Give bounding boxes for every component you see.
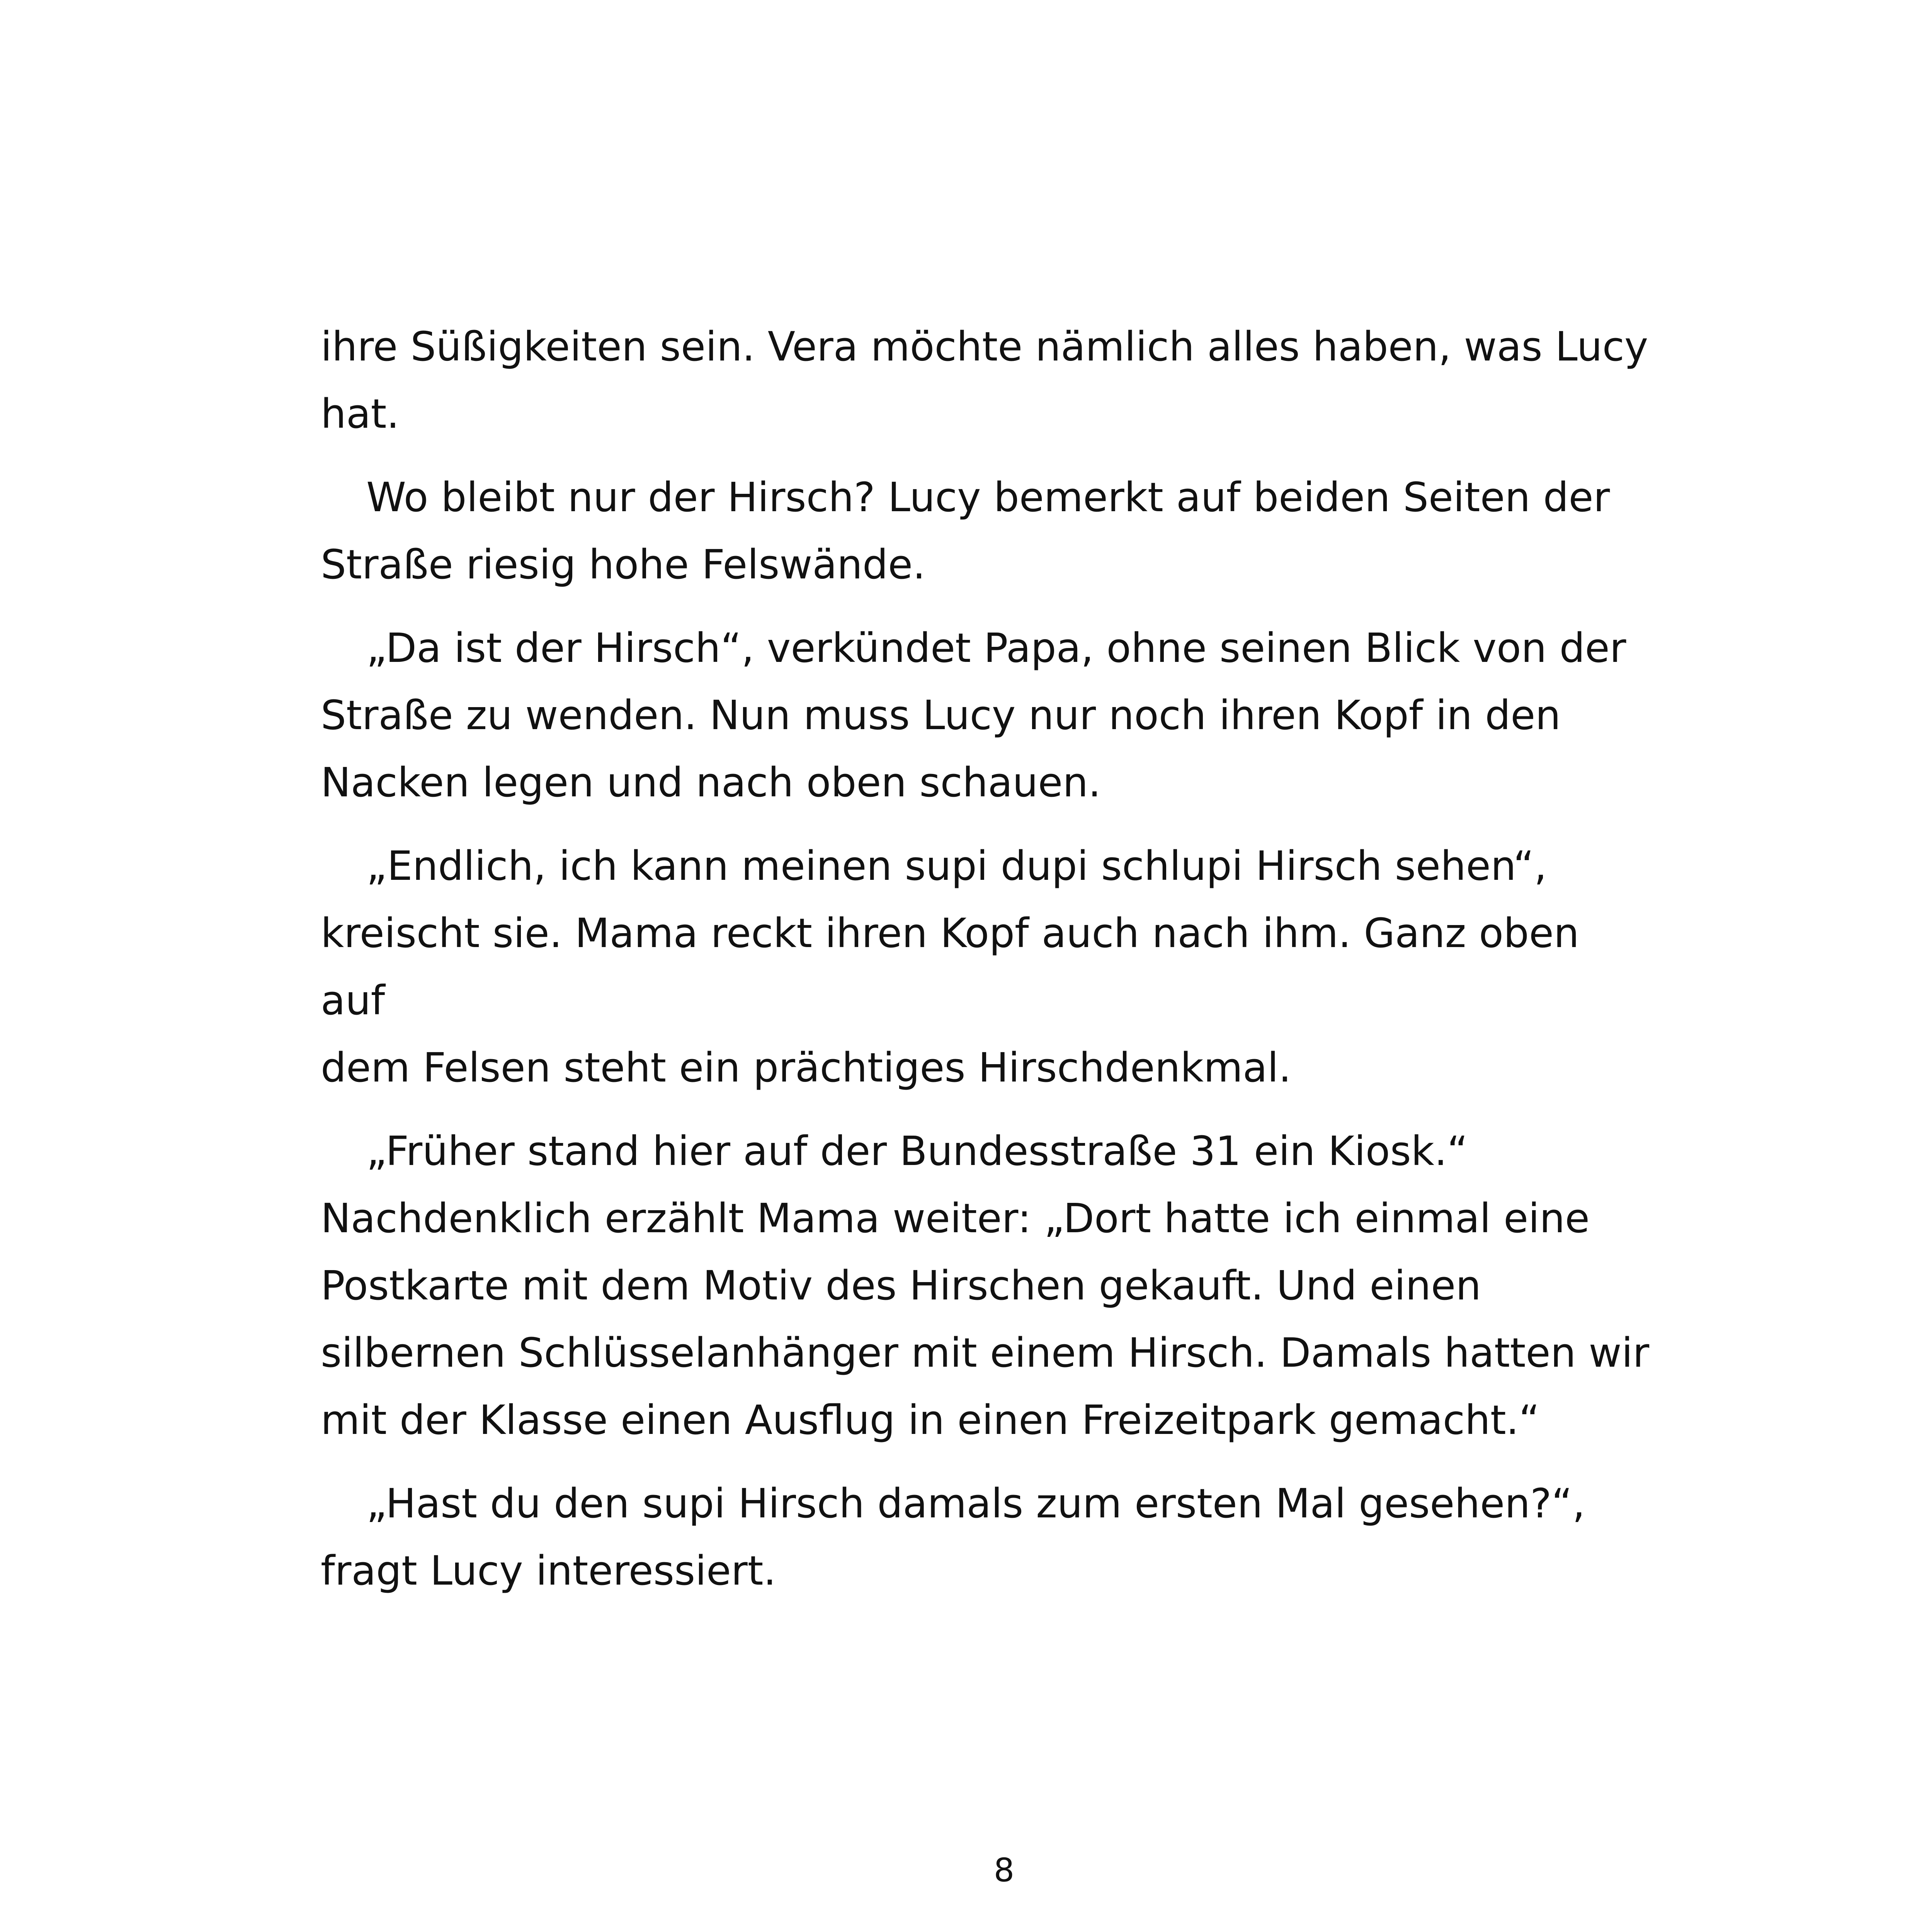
paragraph: „Früher stand hier auf der Bundesstraße 31 ein Kiosk.“ Nachdenklich erzählt Mama weiter: „Dort hatte ich einmal eine Postkarte mit dem Motiv des Hirschen gekauft. Und einen silbernen Schlüsselanhänger mit einem Hirsch. Damals hatten wir mit der Klasse einen Ausflug in einen Freizeitpark gemacht.“ bbox=[321, 1128, 1650, 1444]
paragraph-continuation: ihre Süßigkeiten sein. Vera möchte nämlich alles haben, was Lucy hat. bbox=[321, 323, 1648, 437]
body-text bbox=[321, 313, 1650, 1621]
paragraph: Wo bleibt nur der Hirsch? Lucy bemerkt auf beiden Seiten der Straße riesig hohe Felswände. bbox=[321, 474, 1610, 588]
paragraph: „Da ist der Hirsch“, verkündet Papa, ohne seinen Blick von der Straße zu wenden. Nun muss Lucy nur noch ihren Kopf in den Nacken legen und nach oben schauen. bbox=[321, 624, 1626, 806]
page-number: 8 bbox=[993, 1851, 1015, 1889]
paragraph: „Hast du den supi Hirsch damals zum ersten Mal gesehen?“, fragt Lucy interessiert. bbox=[321, 1480, 1585, 1594]
paragraph: „Endlich, ich kann meinen supi dupi schlupi Hirsch sehen“, kreischt sie. Mama reckt ihren Kopf auch nach ihm. Ganz oben auf dem Felsen steht ein prächtiges Hirschdenkmal. bbox=[321, 842, 1579, 1091]
